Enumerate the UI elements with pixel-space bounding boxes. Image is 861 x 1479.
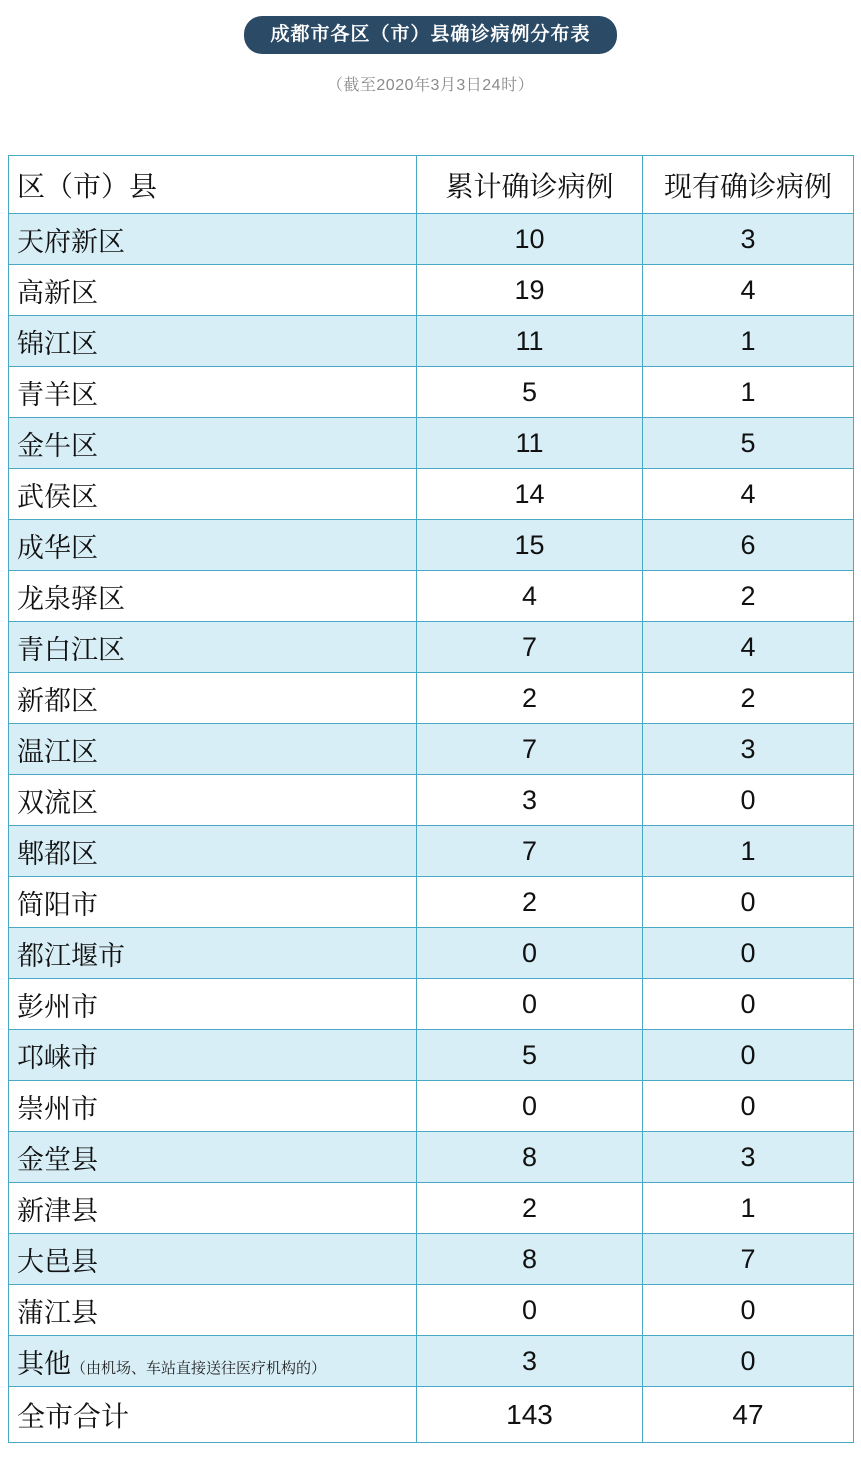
cell-cumulative-cases: 7 [417, 622, 643, 673]
header [0, 0, 861, 95]
distribution-table-wrap [8, 155, 853, 1443]
cell-cumulative-cases: 11 [417, 418, 643, 469]
table-row [9, 265, 854, 316]
cell-cumulative-cases: 15 [417, 520, 643, 571]
cell-cumulative-cases: 2 [417, 1183, 643, 1234]
cell-current-cases: 0 [643, 877, 854, 928]
table-row [9, 469, 854, 520]
cell-cumulative-cases: 4 [417, 571, 643, 622]
cell-current-cases: 1 [643, 826, 854, 877]
cell-current-cases: 4 [643, 265, 854, 316]
district-name-text: 新都区 [17, 685, 98, 716]
cell-current-cases: 3 [643, 724, 854, 775]
cell-current-cases: 0 [643, 775, 854, 826]
cell-district-name [9, 316, 417, 367]
cell-current-cases: 4 [643, 469, 854, 520]
district-name-text: 其他 [17, 1348, 71, 1379]
cell-cumulative-cases: 8 [417, 1132, 643, 1183]
cell-district-name [9, 469, 417, 520]
cell-cumulative-cases: 10 [417, 214, 643, 265]
district-name-text: 崇州市 [17, 1093, 98, 1124]
cell-district-name [9, 214, 417, 265]
cell-current-cases: 0 [643, 928, 854, 979]
cell-current-cases: 1 [643, 1183, 854, 1234]
district-name-text: 郫都区 [17, 838, 98, 869]
page-title: 成都市各区（市）县确诊病例分布表 [244, 16, 616, 54]
district-name-text: 龙泉驿区 [17, 583, 125, 614]
cell-cumulative-cases: 11 [417, 316, 643, 367]
district-name-text: 武侯区 [17, 481, 98, 512]
cell-district-name [9, 1234, 417, 1285]
district-name-text: 金牛区 [17, 430, 98, 461]
cell-current-cases: 1 [643, 316, 854, 367]
cell-total-label: 全市合计 [9, 1387, 417, 1443]
cell-district-name [9, 724, 417, 775]
distribution-table [8, 155, 854, 1443]
cell-district-name [9, 571, 417, 622]
table-row [9, 928, 854, 979]
cell-district-name [9, 1183, 417, 1234]
table-header-row [9, 156, 854, 214]
table-row [9, 520, 854, 571]
district-name-text: 新津县 [17, 1195, 98, 1226]
table-row [9, 673, 854, 724]
column-header-name: 区（市）县 [9, 156, 417, 214]
cell-current-cases: 0 [643, 1030, 854, 1081]
cell-current-cases: 4 [643, 622, 854, 673]
cell-district-name [9, 1081, 417, 1132]
district-name-text: 彭州市 [17, 991, 98, 1022]
cell-cumulative-cases: 3 [417, 1336, 643, 1387]
cell-cumulative-cases: 8 [417, 1234, 643, 1285]
cell-cumulative-cases: 14 [417, 469, 643, 520]
cell-district-name [9, 928, 417, 979]
cell-cumulative-cases: 5 [417, 1030, 643, 1081]
cell-current-cases: 3 [643, 214, 854, 265]
district-name-text: 邛崃市 [17, 1042, 98, 1073]
district-name-text: 成华区 [17, 532, 98, 563]
cell-cumulative-cases: 7 [417, 724, 643, 775]
table-row [9, 877, 854, 928]
cell-cumulative-cases: 0 [417, 1285, 643, 1336]
cell-current-cases: 5 [643, 418, 854, 469]
cell-district-name [9, 673, 417, 724]
column-header-current: 现有确诊病例 [643, 156, 854, 214]
district-name-text: 金堂县 [17, 1144, 98, 1175]
table-row [9, 979, 854, 1030]
cell-district-name [9, 826, 417, 877]
table-row [9, 1132, 854, 1183]
cell-district-name [9, 265, 417, 316]
cell-district-name [9, 418, 417, 469]
table-row [9, 775, 854, 826]
district-name-text: 大邑县 [17, 1246, 98, 1277]
cell-current-cases: 3 [643, 1132, 854, 1183]
cell-district-name [9, 1132, 417, 1183]
district-name-note: （由机场、车站直接送往医疗机构的） [71, 1359, 327, 1377]
cell-current-cases: 7 [643, 1234, 854, 1285]
cell-current-cases: 1 [643, 367, 854, 418]
cell-district-name [9, 622, 417, 673]
cell-district-name [9, 877, 417, 928]
table-body [9, 156, 854, 1443]
district-name-text: 简阳市 [17, 889, 98, 920]
table-row [9, 1183, 854, 1234]
table-row [9, 1234, 854, 1285]
page-subtitle: （截至2020年3月3日24时） [326, 77, 535, 94]
table-total-row [9, 1387, 854, 1443]
cell-district-name [9, 520, 417, 571]
column-header-total: 累计确诊病例 [417, 156, 643, 214]
table-row [9, 1336, 854, 1387]
district-name-text: 都江堰市 [17, 940, 125, 971]
table-row [9, 1030, 854, 1081]
cell-cumulative-cases: 0 [417, 1081, 643, 1132]
district-name-text: 蒲江县 [17, 1297, 98, 1328]
district-name-text: 青羊区 [17, 379, 98, 410]
cell-current-cases: 0 [643, 979, 854, 1030]
cell-current-cases: 0 [643, 1336, 854, 1387]
cell-current-cases: 2 [643, 571, 854, 622]
cell-total-current: 47 [643, 1387, 854, 1443]
table-row [9, 1081, 854, 1132]
cell-district-name [9, 979, 417, 1030]
cell-cumulative-cases: 7 [417, 826, 643, 877]
table-row [9, 316, 854, 367]
district-name-text: 高新区 [17, 277, 98, 308]
cell-current-cases: 2 [643, 673, 854, 724]
cell-cumulative-cases: 3 [417, 775, 643, 826]
table-row [9, 214, 854, 265]
cell-cumulative-cases: 2 [417, 673, 643, 724]
cell-total-cumulative: 143 [417, 1387, 643, 1443]
cell-district-name [9, 775, 417, 826]
table-row [9, 1285, 854, 1336]
cell-cumulative-cases: 19 [417, 265, 643, 316]
cell-cumulative-cases: 0 [417, 928, 643, 979]
table-row [9, 826, 854, 877]
table-row [9, 622, 854, 673]
table-row [9, 724, 854, 775]
cell-cumulative-cases: 2 [417, 877, 643, 928]
table-row [9, 571, 854, 622]
cell-current-cases: 6 [643, 520, 854, 571]
district-name-text: 温江区 [17, 736, 98, 767]
cell-district-name [9, 1336, 417, 1387]
cell-district-name [9, 1285, 417, 1336]
district-name-text: 双流区 [17, 787, 98, 818]
district-name-text: 青白江区 [17, 634, 125, 665]
cell-cumulative-cases: 5 [417, 367, 643, 418]
cell-cumulative-cases: 0 [417, 979, 643, 1030]
table-row [9, 367, 854, 418]
district-name-text: 天府新区 [17, 226, 125, 257]
district-name-text: 锦江区 [17, 328, 98, 359]
cell-district-name [9, 1030, 417, 1081]
cell-current-cases: 0 [643, 1285, 854, 1336]
table-row [9, 418, 854, 469]
cell-district-name [9, 367, 417, 418]
cell-current-cases: 0 [643, 1081, 854, 1132]
